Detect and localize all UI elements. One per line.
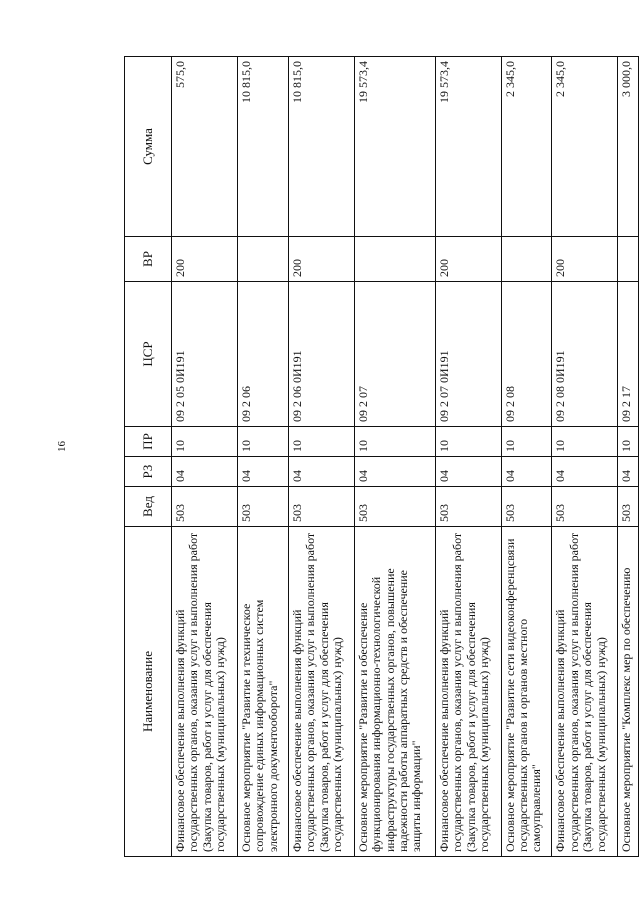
cell-rz: 04 (435, 457, 501, 487)
header-csr: ЦСР (125, 282, 172, 427)
cell-sum: 2 345,0 (552, 57, 618, 237)
table-row (288, 57, 354, 857)
cell-pr: 10 (552, 427, 618, 457)
cell-csr: 09 2 17 (618, 282, 639, 427)
cell-csr: 09 2 06 (237, 282, 288, 427)
cell-vr (618, 237, 639, 282)
cell-ved: 503 (354, 487, 435, 527)
cell-ved: 503 (172, 487, 238, 527)
cell-name: Основное мероприятие "Развитие сети видеоконференцсвязи государственных органов и органов местного самоуправления" (501, 527, 552, 857)
cell-name: Основное мероприятие "Комплекс мер по обеспечению (618, 527, 639, 857)
cell-vr (237, 237, 288, 282)
cell-sum: 3 000,0 (618, 57, 639, 237)
budget-table (124, 56, 639, 857)
cell-pr: 10 (354, 427, 435, 457)
header-rz: РЗ (125, 457, 172, 487)
cell-vr: 200 (435, 237, 501, 282)
cell-sum: 19 573,4 (354, 57, 435, 237)
cell-sum: 10 815,0 (237, 57, 288, 237)
cell-pr: 10 (435, 427, 501, 457)
cell-rz: 04 (501, 457, 552, 487)
cell-sum: 19 573,4 (435, 57, 501, 237)
budget-table-container (124, 57, 639, 857)
table-row (172, 57, 238, 857)
cell-csr: 09 2 07 0И191 (435, 282, 501, 427)
cell-name: Финансовое обеспечение выполнения функций государственных органов, оказания услуг и выполнения работ (Закупка товаров, работ и услуг для обеспечения государственных (муниципальных) нужд) (552, 527, 618, 857)
table-row (435, 57, 501, 857)
table-row (354, 57, 435, 857)
header-pr: ПР (125, 427, 172, 457)
cell-sum: 10 815,0 (288, 57, 354, 237)
cell-csr: 09 2 06 0И191 (288, 282, 354, 427)
page-number: 16 (56, 441, 68, 452)
cell-ved: 503 (435, 487, 501, 527)
header-sum: Сумма (125, 57, 172, 237)
cell-csr: 09 2 08 0И191 (552, 282, 618, 427)
cell-sum: 2 345,0 (501, 57, 552, 237)
table-row (552, 57, 618, 857)
cell-name: Финансовое обеспечение выполнения функций государственных органов, оказания услуг и выполнения работ (Закупка товаров, работ и услуг для обеспечения государственных (муниципальных) нужд) (288, 527, 354, 857)
header-vr: ВР (125, 237, 172, 282)
cell-rz: 04 (237, 457, 288, 487)
cell-sum: 575,0 (172, 57, 238, 237)
table-header-row (125, 57, 172, 857)
cell-pr: 10 (501, 427, 552, 457)
cell-rz: 04 (552, 457, 618, 487)
cell-rz: 04 (618, 457, 639, 487)
cell-pr: 10 (288, 427, 354, 457)
cell-name: Основное мероприятие "Развитие и техническое сопровождение единых информационных систем электронного документооборота" (237, 527, 288, 857)
cell-csr: 09 2 05 0И191 (172, 282, 238, 427)
table-row (237, 57, 288, 857)
table-row (618, 57, 639, 857)
cell-ved: 503 (552, 487, 618, 527)
cell-vr: 200 (552, 237, 618, 282)
header-name: Наименование (125, 527, 172, 857)
cell-csr: 09 2 08 (501, 282, 552, 427)
cell-name: Финансовое обеспечение выполнения функций государственных органов, оказания услуг и выполнения работ (Закупка товаров, работ и услуг для обеспечения государственных (муниципальных) нужд) (435, 527, 501, 857)
cell-rz: 04 (172, 457, 238, 487)
cell-rz: 04 (354, 457, 435, 487)
cell-pr: 10 (237, 427, 288, 457)
cell-csr: 09 2 07 (354, 282, 435, 427)
cell-rz: 04 (288, 457, 354, 487)
cell-name: Финансовое обеспечение выполнения функций государственных органов, оказания услуг и выполнения работ (Закупка товаров, работ и услуг для обеспечения государственных (муниципальных) нужд) (172, 527, 238, 857)
cell-ved: 503 (288, 487, 354, 527)
cell-vr (501, 237, 552, 282)
cell-ved: 503 (618, 487, 639, 527)
cell-pr: 10 (618, 427, 639, 457)
cell-vr (354, 237, 435, 282)
cell-ved: 503 (237, 487, 288, 527)
cell-name: Основное мероприятие "Развитие и обеспечение функционирования информационно-технологической инфраструктуры государственных органов, повышение надежности работы аппаратных средств и обеспечение защиты информации" (354, 527, 435, 857)
cell-vr: 200 (288, 237, 354, 282)
header-ved: Вед (125, 487, 172, 527)
cell-pr: 10 (172, 427, 238, 457)
cell-vr: 200 (172, 237, 238, 282)
cell-ved: 503 (501, 487, 552, 527)
table-row (501, 57, 552, 857)
